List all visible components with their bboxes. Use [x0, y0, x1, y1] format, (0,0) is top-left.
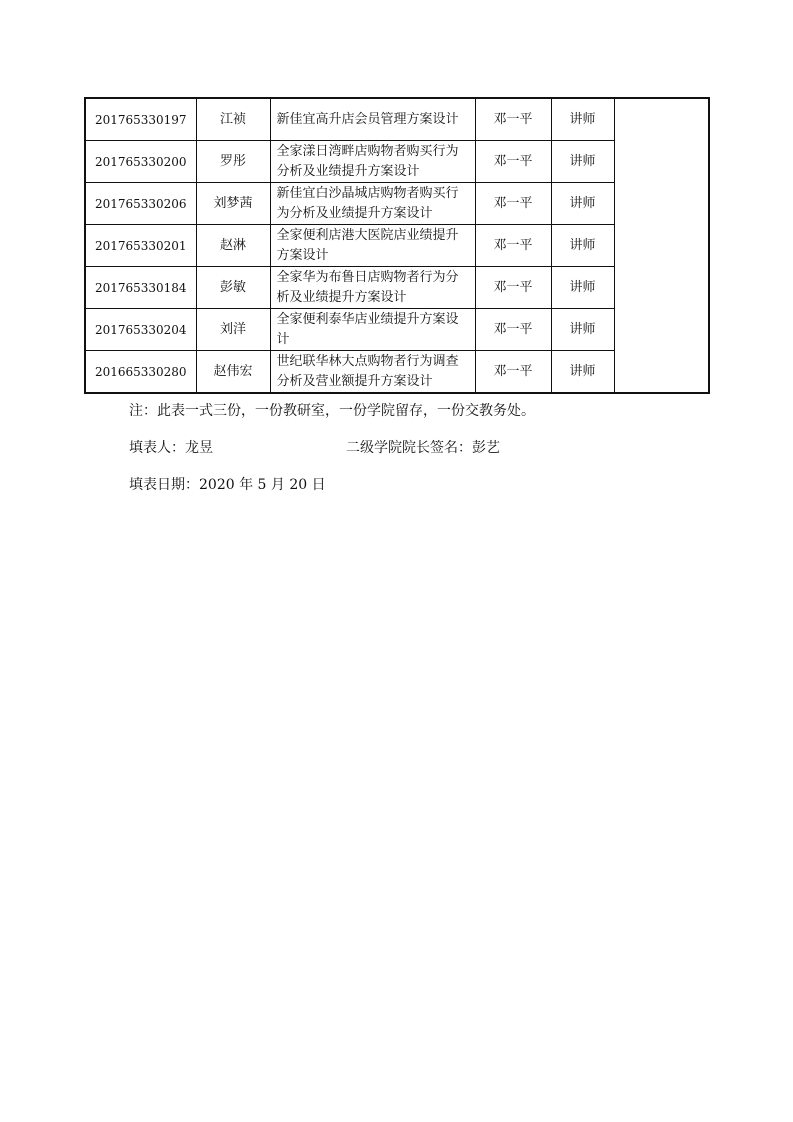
- student-name-cell: 刘洋: [196, 309, 270, 351]
- student-id-cell: 201765330197: [85, 98, 196, 141]
- advisor-title-cell: 讲师: [551, 183, 614, 225]
- student-id-cell: 201765330184: [85, 267, 196, 309]
- advisor-name-cell: 邓一平: [475, 225, 551, 267]
- advisor-title-cell: 讲师: [551, 141, 614, 183]
- thesis-topic-cell: 新佳宜高升店会员管理方案设计: [270, 98, 475, 141]
- advisor-name-cell: 邓一平: [475, 98, 551, 141]
- student-id-cell: 201765330200: [85, 141, 196, 183]
- student-name-cell: 罗彤: [196, 141, 270, 183]
- remarks-cell: [614, 98, 709, 393]
- thesis-topic-cell: 全家便利泰华店业绩提升方案设计: [270, 309, 475, 351]
- advisor-title-cell: 讲师: [551, 267, 614, 309]
- student-name-cell: 刘梦茜: [196, 183, 270, 225]
- advisor-name-cell: 邓一平: [475, 183, 551, 225]
- filled-by-label: 填表人：龙昱: [129, 440, 213, 456]
- advisor-name-cell: 邓一平: [475, 141, 551, 183]
- student-id-cell: 201665330280: [85, 351, 196, 394]
- distribution-note: 注：此表一式三份，一份教研室，一份学院留存，一份交教务处。: [129, 403, 535, 419]
- thesis-topic-cell: 全家漾日湾畔店购物者购买行为分析及业绩提升方案设计: [270, 141, 475, 183]
- student-id-cell: 201765330204: [85, 309, 196, 351]
- advisor-name-cell: 邓一平: [475, 267, 551, 309]
- thesis-topic-table: [84, 97, 710, 394]
- thesis-topic-cell: 世纪联华林大点购物者行为调查分析及营业额提升方案设计: [270, 351, 475, 394]
- student-name-cell: 彭敏: [196, 267, 270, 309]
- thesis-topic-cell: 全家便利店港大医院店业绩提升方案设计: [270, 225, 475, 267]
- advisor-title-cell: 讲师: [551, 309, 614, 351]
- signature-block: [129, 437, 500, 457]
- table-row: [85, 98, 709, 141]
- student-id-cell: 201765330206: [85, 183, 196, 225]
- thesis-topic-cell: 新佳宜白沙晶城店购物者购买行为分析及业绩提升方案设计: [270, 183, 475, 225]
- thesis-topic-cell: 全家华为布鲁日店购物者行为分析及业绩提升方案设计: [270, 267, 475, 309]
- student-id-cell: 201765330201: [85, 225, 196, 267]
- advisor-title-cell: 讲师: [551, 98, 614, 141]
- fill-date: 填表日期：2020 年 5 月 20 日: [129, 477, 326, 493]
- advisor-title-cell: 讲师: [551, 351, 614, 394]
- dean-signature-label: 二级学院院长签名：彭艺: [346, 440, 500, 456]
- student-name-cell: 江祯: [196, 98, 270, 141]
- advisor-name-cell: 邓一平: [475, 351, 551, 394]
- advisor-title-cell: 讲师: [551, 225, 614, 267]
- student-name-cell: 赵伟宏: [196, 351, 270, 394]
- student-name-cell: 赵淋: [196, 225, 270, 267]
- advisor-name-cell: 邓一平: [475, 309, 551, 351]
